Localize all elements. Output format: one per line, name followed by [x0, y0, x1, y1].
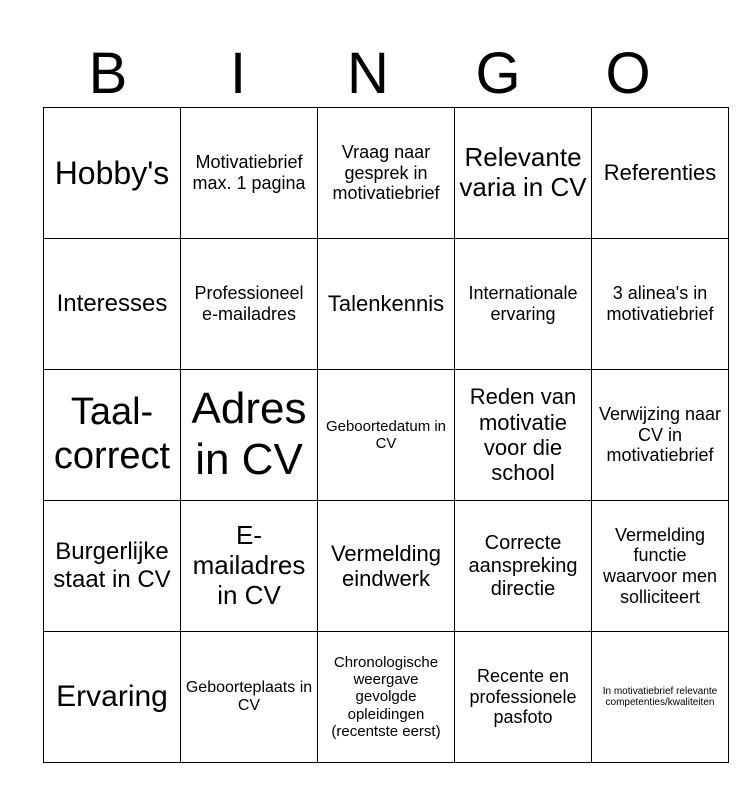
bingo-cell[interactable] [44, 370, 181, 501]
bingo-cell-text: Vermelding functie waarvoor men solliciteert [602, 524, 718, 607]
bingo-cell-text: Vermelding eindwerk [330, 540, 442, 591]
header-letter-g: G [475, 41, 521, 106]
bingo-cell-text: Adres in CV [191, 384, 307, 484]
bingo-cell[interactable] [455, 239, 592, 370]
bingo-cell-text: Hobby's [54, 154, 170, 191]
header-letter-b: B [88, 41, 128, 106]
bingo-cell[interactable] [44, 632, 181, 763]
bingo-cell[interactable] [318, 370, 455, 501]
bingo-row [44, 632, 729, 763]
bingo-cell[interactable] [44, 501, 181, 632]
bingo-cell-text: Taal- correct [53, 391, 171, 477]
bingo-cell[interactable] [455, 501, 592, 632]
bingo-row [44, 108, 729, 239]
bingo-cell-text: Interesses [56, 290, 168, 318]
bingo-cell-text: E-mailadres in CV [192, 520, 306, 610]
bingo-cell[interactable] [455, 370, 592, 501]
bingo-cell[interactable] [592, 239, 729, 370]
bingo-cell[interactable] [181, 239, 318, 370]
bingo-row [44, 501, 729, 632]
header-letter-i: I [229, 41, 247, 106]
bingo-cell-text: Recente en professionele pasfoto [469, 665, 577, 728]
bingo-cell[interactable] [44, 239, 181, 370]
bingo-cell-text: 3 alinea's in motivatiebrief [606, 283, 714, 324]
bingo-cell[interactable] [592, 108, 729, 239]
bingo-cell[interactable] [592, 370, 729, 501]
bingo-cell-text: Correcte aanspreking directie [468, 531, 578, 600]
bingo-cell[interactable] [455, 108, 592, 239]
bingo-cell-text: Verwijzing naar CV in motivatiebrief [598, 403, 722, 466]
bingo-cell-text: Chronologische weergave gevolgde opleidingen (recentste eerst) [331, 653, 441, 740]
bingo-cell[interactable] [455, 632, 592, 763]
bingo-cell[interactable] [318, 239, 455, 370]
bingo-cell[interactable] [592, 501, 729, 632]
bingo-cell-text: Talenkennis [327, 291, 445, 317]
bingo-cell-text: In motivatiebrief relevante competenties/kwaliteiten [602, 685, 718, 708]
bingo-cell[interactable] [44, 108, 181, 239]
bingo-cell[interactable] [318, 108, 455, 239]
bingo-cell-text: Geboortedatum in CV [325, 417, 447, 452]
header-letter-n: N [347, 41, 389, 106]
bingo-card [43, 107, 729, 763]
bingo-cell-text: Professioneel e-mailadres [194, 283, 304, 324]
bingo-cell-text: Motivatiebrief max. 1 pagina [192, 152, 306, 193]
bingo-cell-text: Ervaring [56, 679, 168, 713]
bingo-cell-text: Relevante varia in CV [459, 142, 587, 202]
bingo-cell[interactable] [181, 108, 318, 239]
bingo-row [44, 370, 729, 501]
bingo-cell-text: Reden van motivatie voor die school [469, 384, 577, 486]
bingo-cell[interactable] [318, 632, 455, 763]
bingo-header [43, 40, 693, 108]
bingo-cell-text: Geboorteplaats in CV [185, 678, 313, 714]
bingo-cell[interactable] [181, 632, 318, 763]
bingo-cell[interactable] [181, 370, 318, 501]
bingo-cell-text: Burgerlijke staat in CV [53, 538, 171, 593]
header-letter-o: O [605, 41, 651, 106]
bingo-cell-text: Internationale ervaring [468, 283, 578, 324]
bingo-cell[interactable] [592, 632, 729, 763]
bingo-row [44, 239, 729, 370]
bingo-cell[interactable] [181, 501, 318, 632]
bingo-cell[interactable] [318, 501, 455, 632]
bingo-cell-text: Vraag naar gesprek in motivatiebrief [332, 141, 440, 204]
bingo-cell-text: Referenties [603, 160, 717, 186]
